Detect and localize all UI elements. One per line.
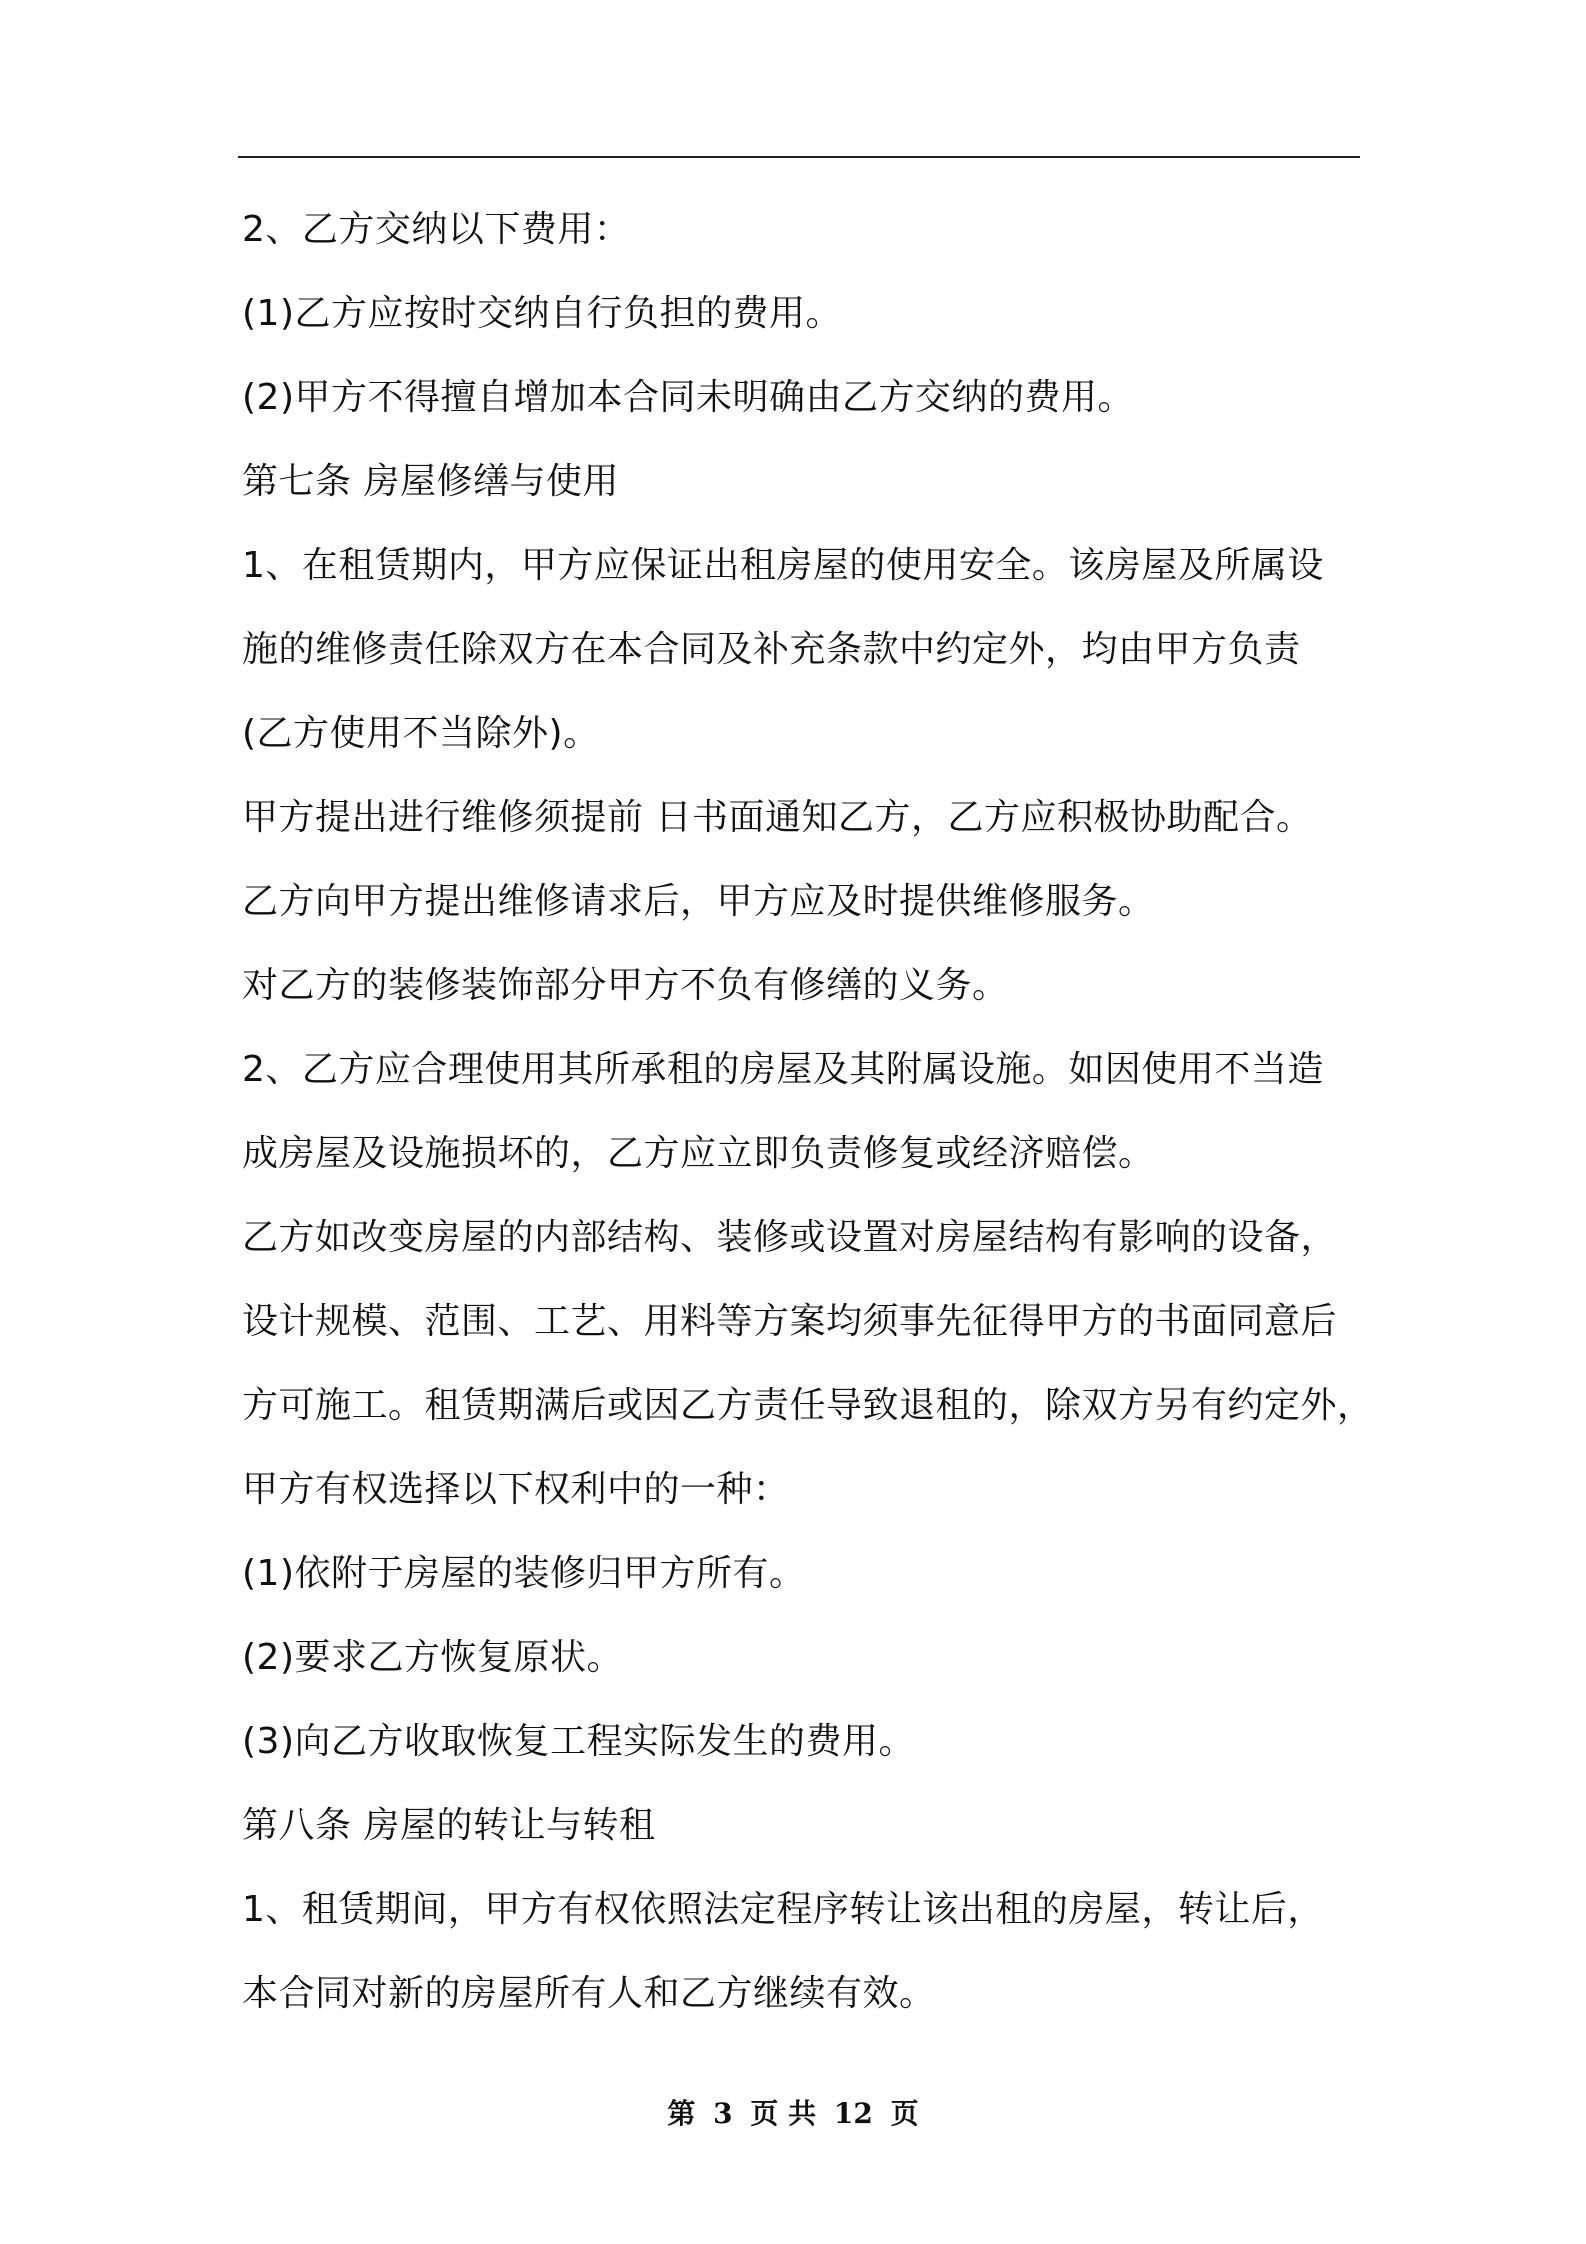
text-line: 甲方提出进行维修须提前 日书面通知乙方，乙方应积极协助配合。: [242, 797, 1313, 838]
text-line: 2、乙方应合理使用其所承租的房屋及其附属设施。如因使用不当造: [242, 1049, 1324, 1090]
text-line: 1、在租赁期内，甲方应保证出租房屋的使用安全。该房屋及所属设: [242, 545, 1324, 586]
article-heading: 第八条 房屋的转让与转租: [242, 1805, 656, 1846]
text-line: 设计规模、范围、工艺、用料等方案均须事先征得甲方的书面同意后: [242, 1301, 1338, 1342]
current-page-number: 3: [713, 2097, 733, 2130]
text-line: 施的维修责任除双方在本合同及补充条款中约定外，均由甲方负责: [242, 629, 1301, 670]
text-line: 1、租赁期间，甲方有权依照法定程序转让该出租的房屋，转让后，: [242, 1889, 1324, 1930]
text-line: 本合同对新的房屋所有人和乙方继续有效。: [242, 1973, 936, 2014]
text-line: 2、乙方交纳以下费用：: [242, 209, 631, 250]
footer-prefix: 第: [667, 2097, 696, 2130]
text-line: 乙方如改变房屋的内部结构、装修或设置对房屋结构有影响的设备，: [242, 1217, 1338, 1258]
text-line: 对乙方的装修装饰部分甲方不负有修缮的义务。: [242, 965, 1009, 1006]
text-line: 甲方有权选择以下权利中的一种：: [242, 1469, 790, 1510]
contract-body: [242, 198, 1374, 2046]
text-line: (2)要求乙方恢复原状。: [242, 1637, 623, 1678]
text-line: (2)甲方不得擅自增加本合同未明确由乙方交纳的费用。: [242, 377, 1134, 418]
text-line: 乙方向甲方提出维修请求后，甲方应及时提供维修服务。: [242, 881, 1155, 922]
text-line: (1)乙方应按时交纳自行负担的费用。: [242, 293, 842, 334]
article-heading: 第七条 房屋修缮与使用: [242, 461, 619, 502]
total-pages-number: 12: [833, 2097, 873, 2130]
footer-suffix: 页: [890, 2097, 919, 2130]
header-divider: [238, 156, 1360, 158]
page-number-footer: [0, 2094, 1586, 2134]
text-line: 成房屋及设施损坏的，乙方应立即负责修复或经济赔偿。: [242, 1133, 1155, 1174]
text-line: (乙方使用不当除外)。: [242, 713, 600, 754]
footer-middle: 页 共: [750, 2097, 817, 2130]
text-line: (3)向乙方收取恢复工程实际发生的费用。: [242, 1721, 915, 1762]
text-line: 方可施工。租赁期满后或因乙方责任导致退租的，除双方另有约定外，: [242, 1385, 1374, 1426]
text-line: (1)依附于房屋的装修归甲方所有。: [242, 1553, 806, 1594]
